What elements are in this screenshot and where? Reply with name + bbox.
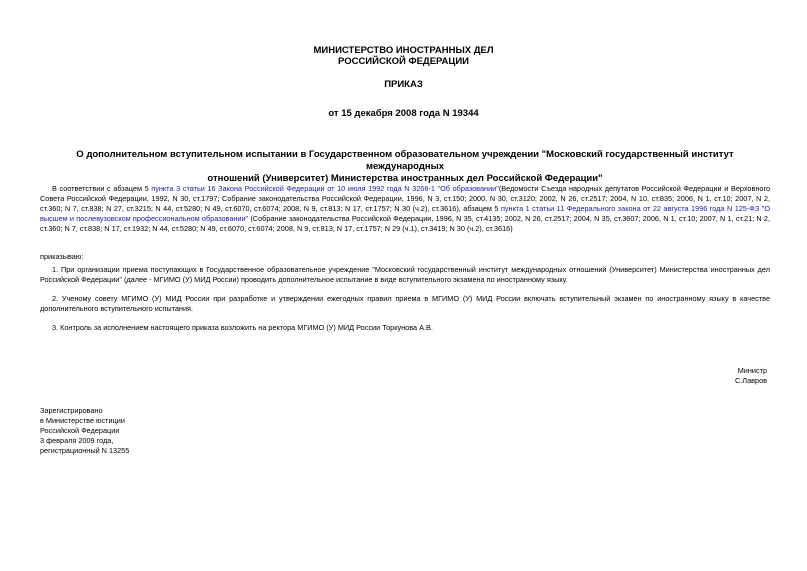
signatory-name: С.Лавров <box>734 376 767 385</box>
preamble-text-2: (Ведомости Съезда народных депутатов Российской Федерации и Верховного Совета Российской Федерации, 1992, N 30, ст.1797; Собрание законодательства Российской Федерации, 1996, N 3, ст.150; 2000, N 30, ст.3120; 2002, N 26, ст.2517; 2004, N 10, ст.835; 2006, N 1, ст.10; 2007, N 2, ст.360; N 7, ст.838; N 27, ст.3215; N 44, ст.5280; N 49, ст.6070, ст.6074; 2008, N 9, ст.813; N 17, ст.1757; N 30 (ч.2), ст.3616), абзацем 5 <box>40 184 770 213</box>
registration-line-1: Зарегистрировано <box>40 406 103 415</box>
order-word: приказываю: <box>40 252 84 261</box>
federal-law-reference-link[interactable]: пункта 1 статьи 11 Федерального закона от 22 августа 1996 года N 125-ФЗ "О высшем и послевузовском профессиональном образовании" <box>40 204 770 223</box>
registration-line-2: в Министерстве юстиции <box>40 416 125 425</box>
order-item-2: 2. Ученому совету МГИМО (У) МИД России при разработке и утверждении ежегодных правил приема в МГИМО (У) МИД России включать вступительный экзамен по иностранному языку в качестве дополнительного вступительного испытания. <box>40 294 770 313</box>
document-title-line1: О дополнительном вступительном испытании в Государственном образовательном учреждении "Московский государственный институт международных <box>76 149 734 172</box>
registration-line-4: 3 февраля 2009 года, <box>40 436 114 445</box>
preamble-text-1: В соответствии с абзацем 5 <box>52 184 152 193</box>
order-item-3: 3. Контроль за исполнением настоящего приказа возложить на ректора МГИМО (У) МИД России Торкунова А.В. <box>52 323 433 332</box>
registration-line-5: регистрационный N 13255 <box>40 446 130 455</box>
document-date-number: от 15 декабря 2008 года N 19344 <box>328 108 479 119</box>
document-title-line2: отношений (Университет) Министерства иностранных дел Российской Федерации" <box>207 173 603 184</box>
law-reference-link[interactable]: пункта 3 статьи 16 Закона Российской Федерации от 10 июля 1992 года N 3266-1 "Об образовании" <box>151 184 499 193</box>
signature-block <box>735 366 767 386</box>
ministry-name-line1: МИНИСТЕРСТВО ИНОСТРАННЫХ ДЕЛ <box>313 45 494 56</box>
ministry-name-line2: РОССИЙСКОЙ ФЕДЕРАЦИИ <box>337 56 469 67</box>
registration-line-3: Российской Федерации <box>40 426 120 435</box>
preamble-paragraph <box>40 184 770 234</box>
document-title <box>40 149 770 185</box>
registration-block <box>40 406 129 456</box>
signatory-position: Министр <box>737 366 767 375</box>
preamble-text-3: (Собрание законодательства Российской Федерации, 1996, N 35, ст.4135; 2002, N 26, ст.2517; 2004, N 35, ст.3607; 2006, N 1, ст.10; 2007, N 1, ст.21; N 2, ст.360; N 7, ст.838; N 17, ст.1932; N 44, ст.5280; N 49, ст.6070, ст.6074; 2008, N 9, ст.813; N 17, ст.1757; N 29 (ч.1), ст.3419; N 30 (ч.2), ст.3616) <box>40 214 770 233</box>
document-type: ПРИКАЗ <box>384 79 423 90</box>
order-item-1: 1. При организации приема поступающих в Государственное образовательное учреждение "Московский государственный институт международных отношений (Университет) Министерства иностранных дел Российской Федерации" (далее - МГИМО (У) МИД России) проводить дополнительное испытание в виде вступительного экзамена по иностранному языку. <box>40 265 770 284</box>
